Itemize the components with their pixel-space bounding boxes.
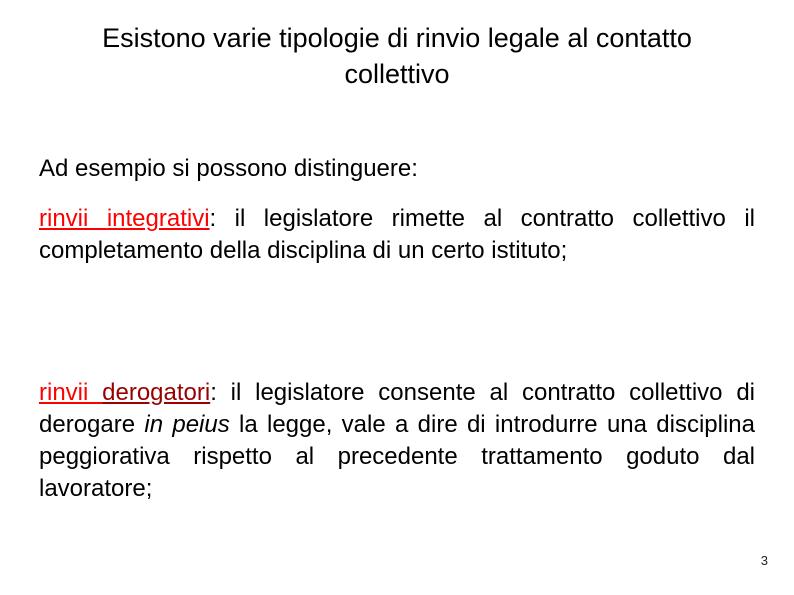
term-rinvii: rinvii bbox=[39, 379, 103, 406]
term-separator: : bbox=[209, 205, 235, 232]
page-number: 3 bbox=[760, 553, 768, 568]
item-derogatori bbox=[39, 377, 755, 505]
intro-text: Ad esempio si possono distinguere: bbox=[39, 155, 418, 182]
slide-title: Esistono varie tipologie di rinvio legale al contatto collettivo bbox=[102, 23, 692, 89]
emphasis-in-peius: in peius bbox=[144, 411, 230, 438]
item-description-start: il legislatore consente al contratto collettivo di derogare bbox=[39, 379, 755, 438]
term-derogatori: derogatori bbox=[102, 379, 211, 406]
term-rinvii: rinvii bbox=[39, 205, 107, 232]
term-separator: : bbox=[210, 379, 231, 406]
term-integrativi: integrativi bbox=[106, 205, 210, 232]
item-integrativi bbox=[39, 203, 755, 267]
item-description-end: la legge, vale a dire di introdurre una disciplina peggiorativa rispetto al precedente trattamento goduto dal lavoratore; bbox=[39, 411, 755, 502]
item-description: il legislatore rimette al contratto collettivo il completamento della disciplina di un certo istituto; bbox=[39, 205, 755, 264]
